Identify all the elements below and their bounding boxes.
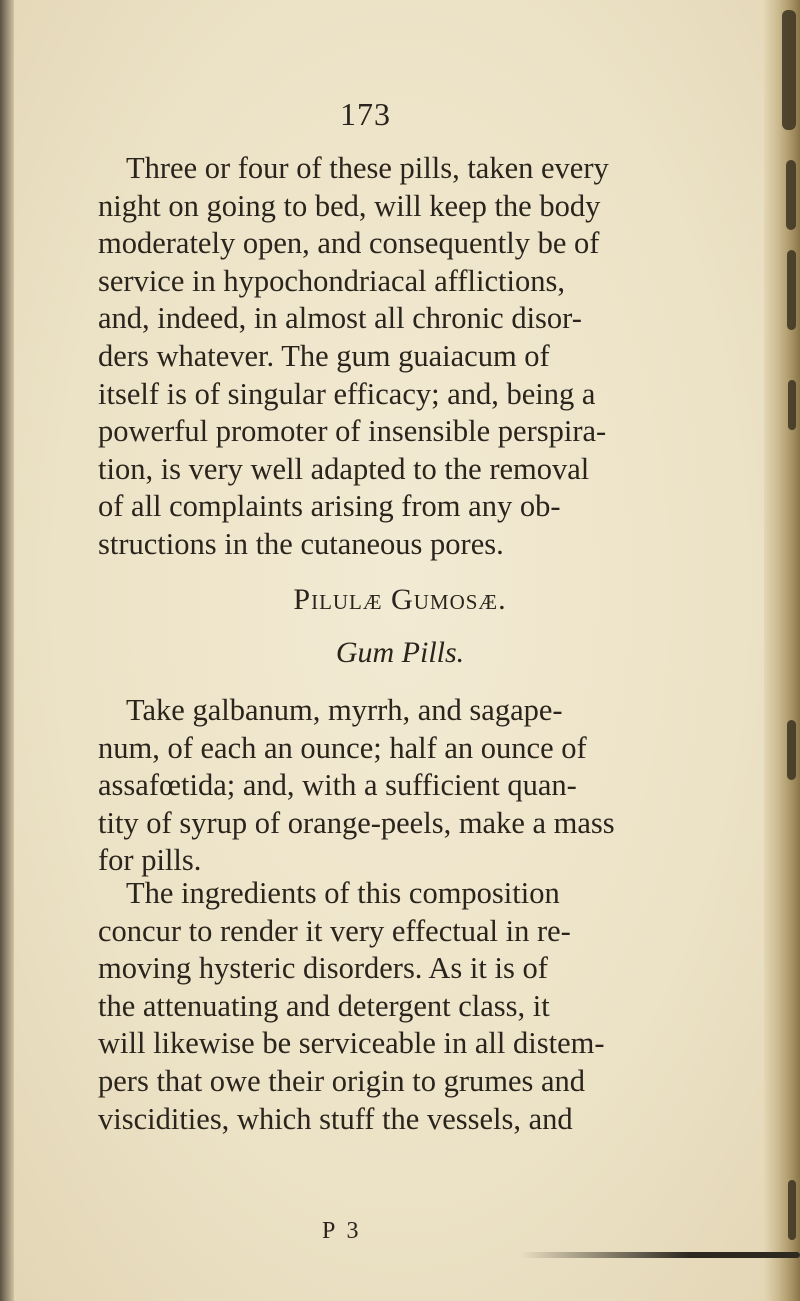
text-line: powerful promoter of insensible perspira- — [98, 414, 607, 449]
text-line: structions in the cutaneous pores. — [98, 526, 504, 561]
text-line: moving hysteric disorders. As it is of — [98, 951, 548, 986]
signature-mark: P 3 — [322, 1218, 362, 1244]
page-number: 173 — [340, 96, 391, 132]
text-line: and, indeed, in almost all chronic disor- — [98, 301, 582, 336]
text-line: moderately open, and consequently be of — [98, 226, 600, 261]
paragraph-recipe — [98, 692, 740, 880]
edge-stain — [786, 160, 796, 230]
edge-stain — [788, 1180, 796, 1240]
text-line: night on going to bed, will keep the body — [98, 188, 601, 223]
text-line: viscidities, which stuff the vessels, and — [98, 1101, 573, 1136]
text-line: pers that owe their origin to grumes and — [98, 1063, 586, 1098]
edge-stain — [782, 10, 796, 130]
text-line: of all complaints arising from any ob- — [98, 489, 561, 524]
edge-stain — [787, 720, 796, 780]
text-line: num, of each an ounce; half an ounce of — [98, 730, 587, 765]
text-line: will likewise be serviceable in all distem- — [98, 1026, 605, 1061]
text-line: itself is of singular efficacy; and, being a — [98, 376, 596, 411]
section-subheading: Gum Pills. — [335, 636, 465, 669]
edge-stain — [787, 250, 796, 330]
paragraph-ingredients-effect — [98, 875, 740, 1138]
text-line: tity of syrup of orange-peels, make a mass — [98, 805, 615, 840]
text-line: Take galbanum, myrrh, and sagape- — [126, 693, 563, 727]
edge-shadow-line — [520, 1252, 800, 1258]
text-line: service in hypochondriacal afflictions, — [98, 263, 565, 298]
section-heading: Pilulæ Gumosæ. — [293, 583, 507, 616]
text-line: the attenuating and detergent class, it — [98, 988, 550, 1023]
text-line: tion, is very well adapted to the removal — [98, 451, 590, 486]
text-line: Three or four of these pills, taken every — [126, 151, 609, 185]
edge-stain — [788, 380, 796, 430]
text-line: ders whatever. The gum guaiacum of — [98, 338, 550, 373]
text-line: concur to render it very effectual in re- — [98, 913, 571, 948]
text-line: The ingredients of this composition — [126, 876, 560, 910]
paragraph-pills-usage — [98, 150, 740, 564]
text-line: assafœtida; and, with a sufficient quan- — [98, 768, 577, 803]
text-line: for pills. — [98, 843, 202, 878]
